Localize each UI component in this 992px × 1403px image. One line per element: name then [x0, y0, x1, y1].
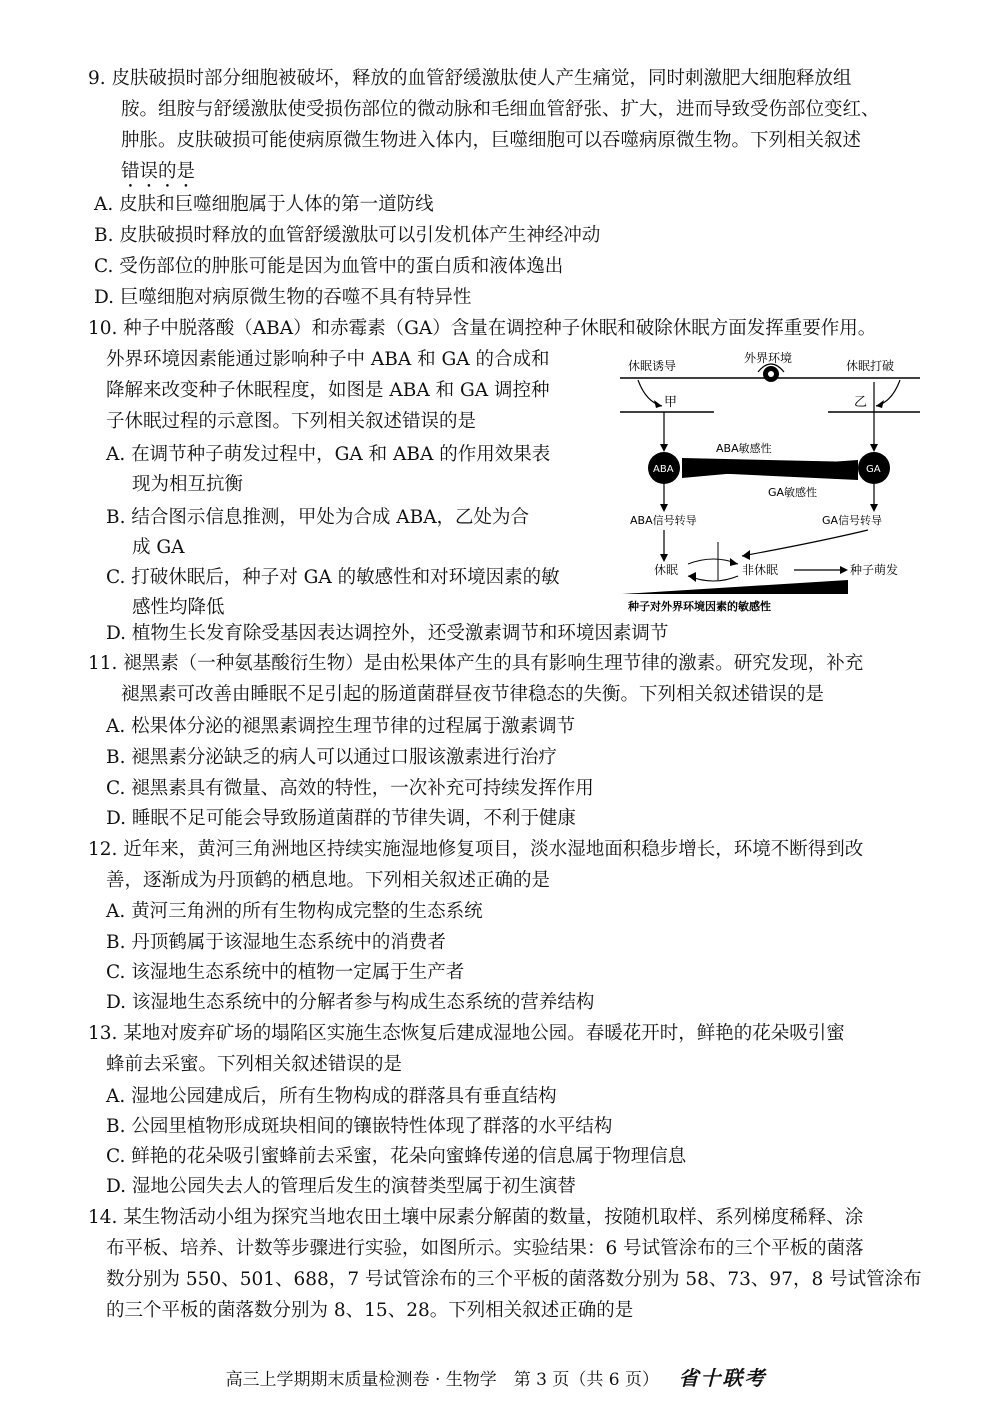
footer-brand: 省十联考	[678, 1366, 767, 1390]
q10-option-b-line-1: B. 结合图示信息推测，甲处为合成 ABA，乙处为合	[106, 507, 530, 528]
q13-option-c: C. 鲜艳的花朵吸引蜜蜂前去采蜜，花朵向蜜蜂传递的信息属于物理信息	[106, 1146, 687, 1167]
q10-option-c-line-1: C. 打破休眠后，种子对 GA 的敏感性和对环境因素的敏	[106, 567, 560, 588]
q9-stem-line-4: 错误的是	[121, 161, 196, 182]
non-dormant-label: 非休眠	[742, 563, 779, 577]
q10-stem-line-3: 降解来改变种子休眠程度，如图是 ABA 和 GA 调控种	[106, 380, 550, 401]
q11-stem-line-2: 褪黑素可改善由睡眠不足引起的肠道菌群昼夜节律稳态的失衡。下列相关叙述错误的是	[121, 684, 825, 705]
q11-option-d: D. 睡眠不足可能会导致肠道菌群的节律失调，不利于健康	[106, 808, 576, 829]
q14-stem-line-3: 数分别为 550、501、688，7 号试管涂布的三个平板的菌落数分别为 58、73、97，8 号试管涂布	[106, 1269, 922, 1290]
q13-option-b: B. 公园里植物形成斑块相间的镶嵌特性体现了群落的水平结构	[106, 1116, 613, 1137]
q10-stem-line-1: 10. 种子中脱落酸（ABA）和赤霉素（GA）含量在调控种子休眠和破除休眠方面发挥重要作用。	[88, 318, 877, 339]
q10-option-d: D. 植物生长发育除受基因表达调控外，还受激素调节和环境因素调节	[106, 623, 669, 644]
q10-option-a-line-2: 现为相互抗衡	[132, 474, 244, 495]
aba-signal-label: ABA信号转导	[630, 514, 697, 527]
q12-stem-line-2: 善，逐渐成为丹顶鹤的栖息地。下列相关叙述正确的是	[106, 870, 551, 891]
dormancy-break-label: 休眠打破	[846, 359, 895, 373]
q13-option-d: D. 湿地公园失去人的管理后发生的演替类型属于初生演替	[106, 1176, 576, 1197]
q11-option-a: A. 松果体分泌的褪黑素调控生理节律的过程属于激素调节	[106, 716, 576, 737]
q9-option-c: C. 受伤部位的肿胀可能是因为血管中的蛋白质和液体逸出	[94, 256, 564, 277]
q10-stem-line-2: 外界环境因素能通过影响种子中 ABA 和 GA 的合成和	[106, 349, 550, 370]
q9-option-d: D. 巨噬细胞对病原微生物的吞噬不具有特异性	[94, 287, 472, 308]
q12-option-a: A. 黄河三角洲的所有生物构成完整的生态系统	[106, 901, 483, 922]
q12-stem-line-1: 12. 近年来，黄河三角洲地区持续实施湿地修复项目，淡水湿地面积稳步增长，环境不断得到改	[88, 839, 864, 860]
q13-option-a: A. 湿地公园建成后，所有生物构成的群落具有垂直结构	[106, 1086, 557, 1107]
q11-option-c: C. 褪黑素具有微量、高效的特性，一次补充可持续发挥作用	[106, 778, 594, 799]
q9-option-b: B. 皮肤破损时释放的血管舒缓激肽可以引发机体产生神经冲动	[94, 225, 601, 246]
dormancy-induce-label: 休眠诱导	[628, 359, 677, 373]
q14-stem-line-1: 14. 某生物活动小组为探究当地农田土壤中尿素分解菌的数量，按随机取样、系列梯度稀释、涂	[88, 1207, 864, 1228]
q10-stem-line-4: 子休眠过程的示意图。下列相关叙述错误的是	[106, 411, 477, 432]
q10-option-b-line-2: 成 GA	[132, 537, 185, 558]
q13-stem-line-2: 蜂前去采蜜。下列相关叙述错误的是	[106, 1054, 403, 1075]
ga-sensitivity-label: GA敏感性	[768, 486, 818, 499]
q10-option-a-line-1: A. 在调节种子萌发过程中，GA 和 ABA 的作用效果表	[106, 444, 551, 465]
q10-diagram	[618, 342, 928, 622]
germination-label: 种子萌发	[850, 563, 899, 577]
env-sensitivity-label: 种子对外界环境因素的敏感性	[628, 600, 771, 613]
q13-stem-line-1: 13. 某地对废弃矿场的塌陷区实施生态恢复后建成湿地公园。春暖花开时，鲜艳的花朵吸引蜜	[88, 1023, 845, 1044]
ga-signal-label: GA信号转导	[822, 514, 883, 527]
dormant-label: 休眠	[654, 563, 679, 577]
aba-node-label: ABA	[653, 464, 674, 475]
aba-sensitivity-label: ABA敏感性	[716, 442, 772, 455]
q9-stem-line-2: 胺。组胺与舒缓激肽使受损伤部位的微动脉和毛细血管舒张、扩大，进而导致受伤部位变红、	[121, 99, 880, 120]
ga-node-label: GA	[866, 464, 881, 475]
q11-option-b: B. 褪黑素分泌缺乏的病人可以通过口服该激素进行治疗	[106, 747, 557, 768]
page-footer	[0, 1362, 992, 1391]
q9-stem-line-3: 肿胀。皮肤破损可能使病原微生物进入体内，巨噬细胞可以吞噬病原微生物。下列相关叙述	[121, 130, 862, 151]
q14-stem-line-2: 布平板、培养、计数等步骤进行实验，如图所示。实验结果：6 号试管涂布的三个平板的菌落	[106, 1238, 864, 1259]
q10-option-c-line-2: 感性均降低	[132, 597, 225, 618]
q12-option-d: D. 该湿地生态系统中的分解者参与构成生态系统的营养结构	[106, 992, 595, 1013]
environment-sun-icon	[758, 364, 784, 382]
q14-stem-line-4: 的三个平板的菌落数分别为 8、15、28。下列相关叙述正确的是	[106, 1300, 634, 1321]
jia-label: 甲	[664, 395, 678, 410]
q11-stem-line-1: 11. 褪黑素（一种氨基酸衍生物）是由松果体产生的具有影响生理节律的激素。研究发现，补充	[88, 653, 864, 674]
q12-option-b: B. 丹顶鹤属于该湿地生态系统中的消费者	[106, 932, 446, 953]
environment-label: 外界环境	[744, 351, 793, 365]
env-sensitivity-wedge	[622, 580, 848, 594]
q12-option-c: C. 该湿地生态系统中的植物一定属于生产者	[106, 962, 465, 983]
q9-stem-line-1: 9. 皮肤破损时部分细胞被破坏，释放的血管舒缓激肽使人产生痛觉，同时刺激肥大细胞释放组	[88, 68, 852, 89]
yi-label: 乙	[854, 395, 868, 410]
footer-text: 高三上学期期末质量检测卷 · 生物学 第 3 页（共 6 页）	[225, 1370, 660, 1390]
q9-option-a: A. 皮肤和巨噬细胞属于人体的第一道防线	[94, 194, 434, 215]
